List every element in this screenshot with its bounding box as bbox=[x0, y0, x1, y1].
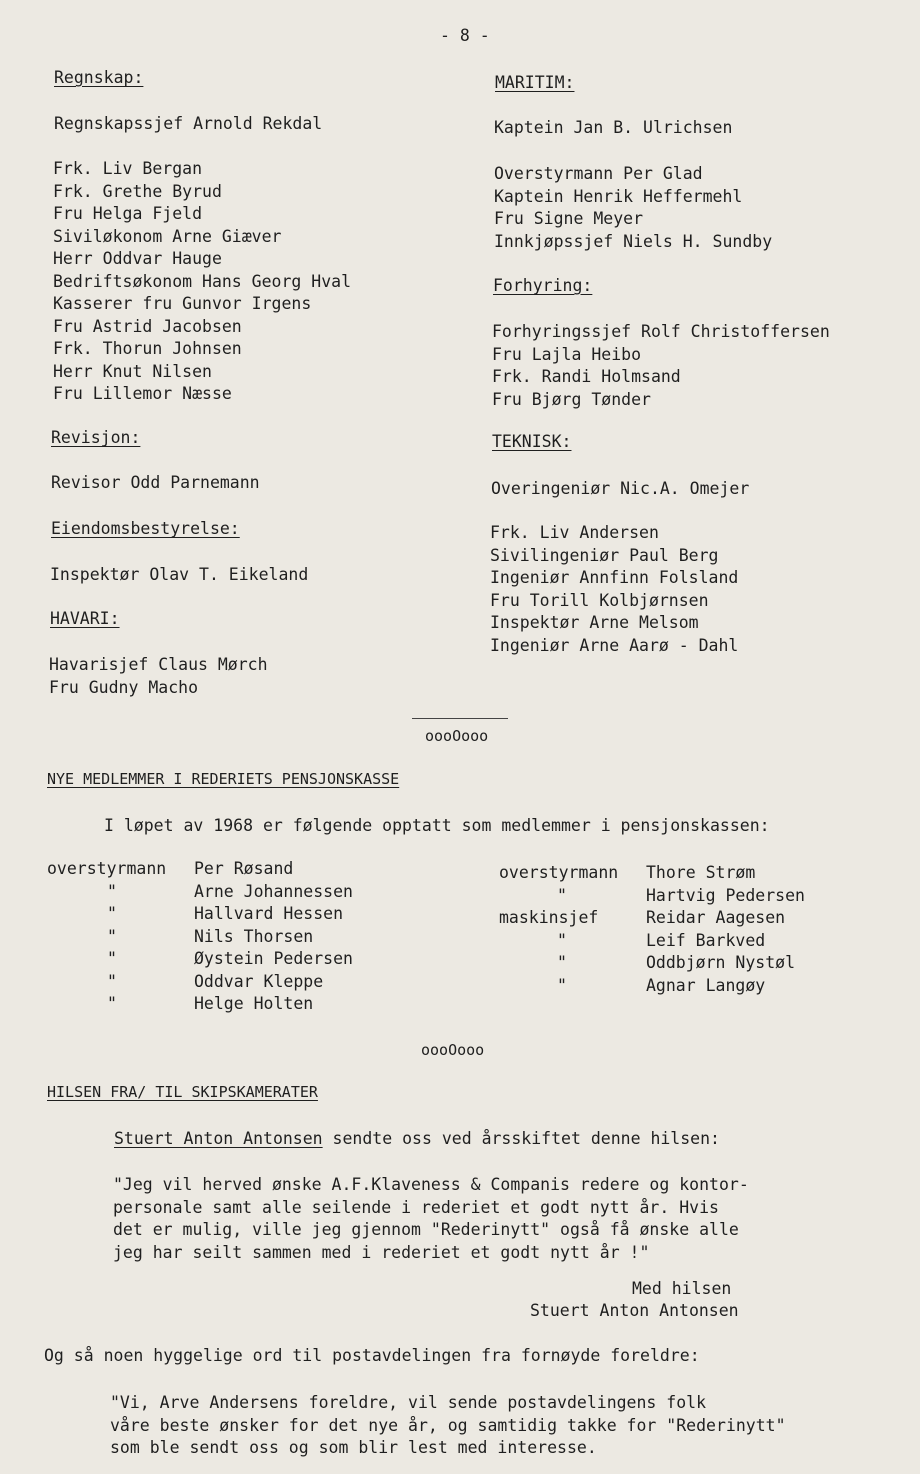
separator: oooOooo bbox=[421, 1041, 485, 1059]
list-item: Fru Lajla Heibo bbox=[492, 344, 642, 364]
quote-line: "Jeg vil herved ønske A.F.Klaveness & Companis redere og kontor- bbox=[113, 1175, 749, 1194]
pension-left-titles bbox=[47, 858, 166, 1016]
pension-title: " bbox=[107, 971, 117, 991]
maritim-list bbox=[494, 163, 772, 253]
quote-line: våre beste ønsker for det nye år, og samtidig takke for "Rederinytt" bbox=[110, 1415, 786, 1435]
pension-title: maskinsjef bbox=[499, 908, 599, 927]
list-item: Bedriftsøkonom Hans Georg Hval bbox=[53, 271, 352, 291]
list-item: Kaptein Henrik Heffermehl bbox=[494, 186, 743, 206]
heading-revisjon: Revisjon: bbox=[51, 428, 141, 447]
list-item: Forhyringssjef Rolf Christoffersen bbox=[492, 322, 830, 341]
list-item: Sivilingeniør Paul Berg bbox=[490, 545, 719, 565]
list-item: Frk. Liv Bergan bbox=[53, 159, 203, 178]
heading-regnskap: Regnskap: bbox=[54, 68, 144, 87]
list-item: Kasserer fru Gunvor Irgens bbox=[53, 294, 312, 313]
list-item: Overstyrmann Per Glad bbox=[494, 164, 703, 183]
pension-title: " bbox=[107, 994, 117, 1013]
list-item: Fru Astrid Jacobsen bbox=[53, 316, 242, 336]
list-item: Fru Signe Meyer bbox=[494, 209, 644, 228]
list-item: Ingeniør Arne Aarø - Dahl bbox=[490, 635, 739, 655]
pension-name: Thore Strøm bbox=[646, 863, 756, 882]
pension-name: Reidar Aagesen bbox=[646, 908, 786, 927]
maritim-chief: Kaptein Jan B. Ulrichsen bbox=[494, 118, 733, 137]
list-item: Frk. Thorun Johnsen bbox=[53, 339, 242, 358]
heading-eiendomsbestyrelse: Eiendomsbestyrelse: bbox=[51, 519, 240, 538]
pension-name: Hallvard Hessen bbox=[194, 904, 344, 923]
list-item: Fru Torill Kolbjørnsen bbox=[490, 590, 709, 610]
list-item: Frk. Randi Holmsand bbox=[492, 367, 681, 386]
teknisk-list bbox=[490, 522, 738, 657]
pension-right-titles bbox=[499, 862, 618, 997]
pension-title: " bbox=[107, 904, 117, 923]
greetings-intro bbox=[114, 1129, 720, 1148]
pension-name: Per Røsand bbox=[194, 859, 294, 878]
forhyring-list bbox=[492, 321, 830, 411]
regnskap-chief: Regnskapssjef Arnold Rekdal bbox=[54, 114, 323, 133]
list-item: Herr Oddvar Hauge bbox=[53, 249, 222, 268]
list-item: Frk. Grethe Byrud bbox=[53, 181, 222, 201]
greetings-quote bbox=[113, 1174, 749, 1264]
quote-line: personale samt alle seilende i rederiet et godt nytt år. Hvis bbox=[113, 1197, 719, 1217]
list-item: Havarisjef Claus Mørch bbox=[49, 655, 268, 674]
heading-pension: NYE MEDLEMMER I REDERIETS PENSJONSKASSE bbox=[47, 770, 400, 788]
regnskap-list bbox=[53, 158, 351, 406]
list-item: Fru Lillemor Næsse bbox=[53, 384, 232, 403]
havari-list bbox=[49, 654, 268, 699]
quote-line: som ble sendt oss og som blir lest med interesse. bbox=[110, 1438, 597, 1457]
quote-line: det er mulig, ville jeg gjennom "Rederinytt" også få ønske alle bbox=[113, 1220, 739, 1239]
list-item: Ingeniør Annfinn Folsland bbox=[490, 568, 739, 587]
separator-rule bbox=[412, 718, 508, 719]
quote-line: "Vi, Arve Andersens foreldre, vil sende postavdelingens folk bbox=[110, 1393, 707, 1412]
list-item: Fru Gudny Macho bbox=[49, 677, 199, 697]
signature-line-2: Stuert Anton Antonsen bbox=[530, 1301, 739, 1320]
list-item: Inspektør Olav T. Eikeland bbox=[50, 565, 309, 584]
pension-title: " bbox=[107, 881, 117, 901]
pension-name: Øystein Pedersen bbox=[194, 949, 353, 968]
pension-left-names bbox=[194, 858, 353, 1016]
pension-name: Oddvar Kleppe bbox=[194, 971, 324, 991]
list-item: Siviløkonom Arne Giæver bbox=[53, 226, 282, 246]
pension-name: Arne Johannessen bbox=[194, 881, 353, 901]
list-item: Innkjøpssjef Niels H. Sundby bbox=[494, 231, 773, 251]
signature-line-1: Med hilsen bbox=[632, 1279, 732, 1298]
pension-title: " bbox=[557, 930, 567, 950]
list-item: Frk. Liv Andersen bbox=[490, 523, 659, 542]
heading-havari: HAVARI: bbox=[50, 609, 120, 628]
pension-intro: I løpet av 1968 er følgende opptatt som medlemmer i pensjonskassen: bbox=[104, 816, 770, 835]
greetings-intro-rest: sendte oss ved årsskiftet denne hilsen: bbox=[322, 1129, 720, 1148]
teknisk-chief: Overingeniør Nic.A. Omejer bbox=[491, 479, 750, 498]
heading-maritim: MARITIM: bbox=[495, 73, 575, 92]
separator: oooOooo bbox=[425, 727, 489, 745]
pension-title: overstyrmann bbox=[499, 863, 619, 882]
list-item: Fru Helga Fjeld bbox=[53, 204, 203, 223]
heading-greetings: HILSEN FRA/ TIL SKIPSKAMERATER bbox=[47, 1083, 318, 1101]
list-item: Revisor Odd Parnemann bbox=[51, 473, 260, 492]
pension-title: " bbox=[107, 949, 117, 968]
pension-name: Helge Holten bbox=[194, 994, 314, 1013]
pension-title: overstyrmann bbox=[47, 859, 167, 878]
quote-line: jeg har seilt sammen med i rederiet et godt nytt år !" bbox=[113, 1242, 650, 1262]
pension-title: " bbox=[107, 926, 117, 946]
pension-title: " bbox=[557, 953, 567, 972]
pension-name: Leif Barkved bbox=[646, 930, 766, 950]
heading-forhyring: Forhyring: bbox=[493, 276, 593, 295]
parents-intro: Og så noen hyggelige ord til postavdelingen fra fornøyde foreldre: bbox=[44, 1346, 700, 1365]
page-number: - 8 - bbox=[440, 26, 490, 45]
pension-name: Agnar Langøy bbox=[646, 975, 766, 995]
pension-name: Hartvig Pedersen bbox=[646, 885, 805, 905]
pension-title: " bbox=[557, 975, 567, 995]
pension-name: Nils Thorsen bbox=[194, 926, 314, 946]
greetings-intro-name: Stuert Anton Antonsen bbox=[114, 1129, 323, 1148]
heading-teknisk: TEKNISK: bbox=[492, 432, 572, 451]
pension-name: Oddbjørn Nystøl bbox=[646, 953, 796, 972]
list-item: Inspektør Arne Melsom bbox=[490, 613, 699, 632]
pension-title: " bbox=[557, 885, 567, 905]
parents-quote bbox=[110, 1392, 786, 1460]
list-item: Fru Bjørg Tønder bbox=[492, 389, 651, 409]
pension-right-names bbox=[646, 862, 805, 997]
list-item: Herr Knut Nilsen bbox=[53, 361, 212, 381]
